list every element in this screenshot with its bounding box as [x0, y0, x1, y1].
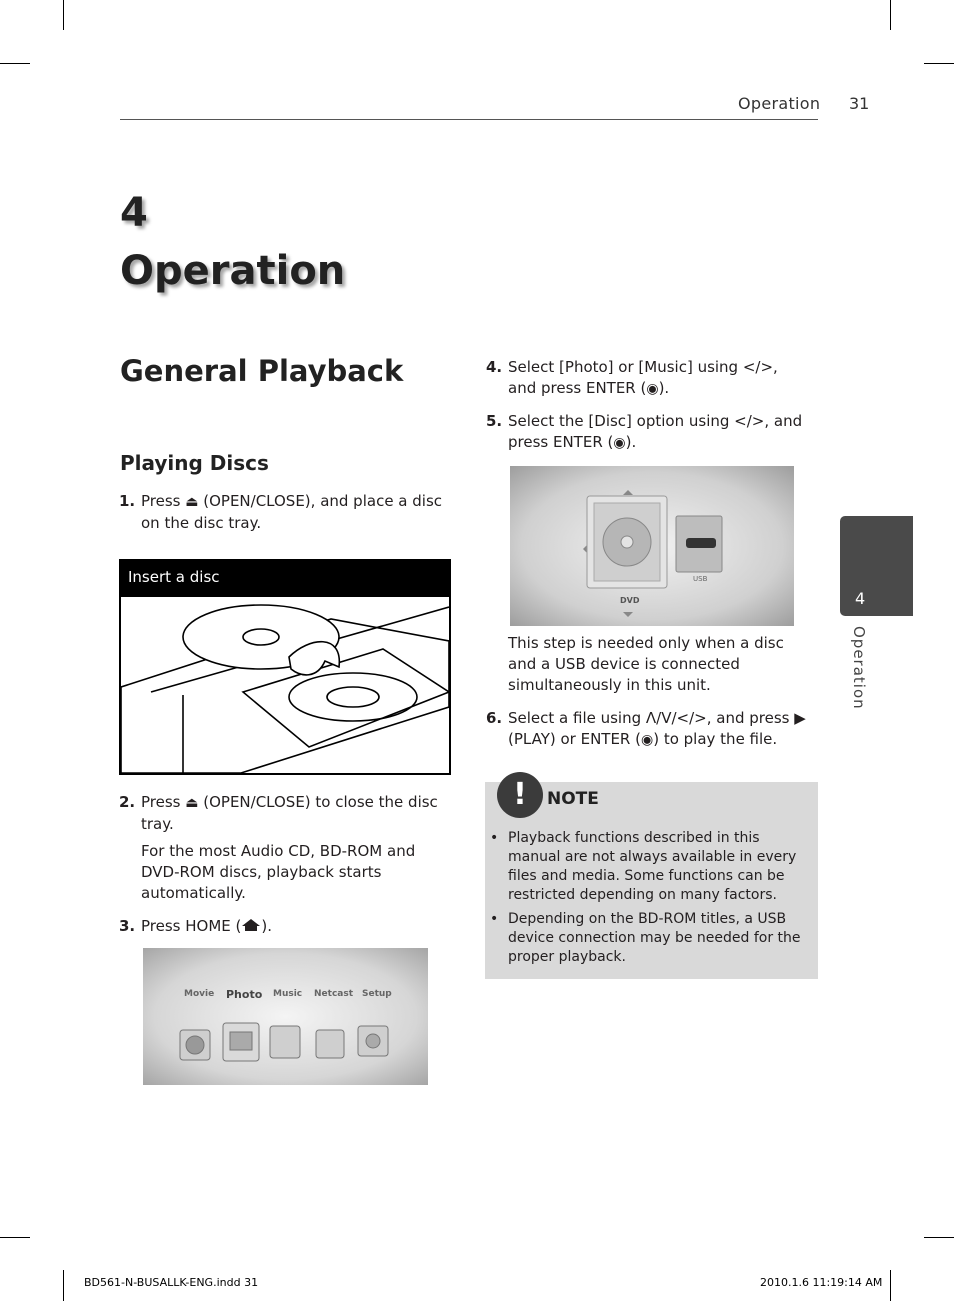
- home-menu-icons: [143, 948, 428, 1085]
- header-rule: [120, 119, 818, 120]
- insert-disc-illustration: [119, 559, 451, 775]
- note-bullet: • Playback functions described in this manual are not always available in every files and media. Some functions can be restricted depending on many factors.: [490, 830, 797, 903]
- bullet-icon: •: [490, 911, 499, 927]
- bullet-icon: •: [490, 830, 499, 846]
- step-2: 2. Press ⏏ (OPEN/CLOSE) to close the disc tray.: [119, 793, 438, 833]
- figure-caption: Insert a disc: [121, 561, 449, 597]
- step-5: 5. Select the [Disc] option using </>, and press ENTER (◉).: [486, 412, 803, 451]
- step-3: 3. Press HOME ( ).: [119, 917, 272, 935]
- menu-label-selected: Photo: [226, 988, 263, 1001]
- page-number: 31: [849, 94, 870, 113]
- disc-option-screenshot: [510, 466, 794, 626]
- crop-mark: [63, 1270, 64, 1301]
- home-menu-screenshot: [143, 948, 428, 1085]
- chapter-title: Operation: [120, 248, 346, 294]
- section-title: General Playback: [120, 354, 404, 388]
- step-number: 4.: [486, 358, 503, 376]
- disc-menu-label: DVD: [620, 596, 640, 605]
- running-header-section: Operation: [738, 94, 821, 113]
- step-6: 6. Select a file using Λ/V/</>, and press ▶ (PLAY) or ENTER (◉) to play the file.: [486, 709, 806, 748]
- menu-label: Netcast: [314, 989, 354, 999]
- side-tab-number: 4: [855, 589, 866, 608]
- crop-mark: [924, 1237, 954, 1238]
- crop-mark: [890, 0, 891, 30]
- disc-menu-label: USB: [693, 575, 708, 583]
- step-4: 4. Select [Photo] or [Music] using </>, and press ENTER (◉).: [486, 358, 778, 397]
- crop-mark: [890, 1270, 891, 1301]
- side-tab-label: Operation: [850, 626, 868, 710]
- footer-file-name: BD561-N-BUSALLK-ENG.indd 31: [84, 1276, 259, 1289]
- disc-tray-drawing: [121, 597, 449, 773]
- step-number: 1.: [119, 492, 136, 510]
- note-title: NOTE: [547, 789, 599, 809]
- menu-label: Movie: [184, 989, 215, 999]
- chapter-number: 4: [120, 190, 148, 236]
- menu-label: Setup: [362, 989, 392, 999]
- step-number: 2.: [119, 793, 136, 811]
- crop-mark: [63, 0, 64, 30]
- step-1: 1. Press ⏏ (OPEN/CLOSE), and place a disc on the disc tray.: [119, 492, 443, 532]
- footer-timestamp: 2010.1.6 11:19:14 AM: [760, 1276, 883, 1289]
- crop-mark: [0, 63, 30, 64]
- enter-icon: ◉: [640, 732, 654, 748]
- step-number: 6.: [486, 709, 503, 727]
- enter-icon: ◉: [646, 381, 659, 397]
- step-2-note: For the most Audio CD, BD-ROM and DVD-ROM discs, playback starts automatically.: [141, 842, 416, 902]
- menu-label: Music: [273, 989, 303, 999]
- step-5-note: This step is needed only when a disc and a USB device is connected simultaneously in this unit.: [508, 634, 784, 694]
- chapter-side-tab: [840, 516, 913, 616]
- subsection-title: Playing Discs: [120, 451, 269, 475]
- enter-icon: ◉: [613, 435, 626, 451]
- eject-icon: ⏏: [185, 494, 199, 510]
- step-number: 5.: [486, 412, 503, 430]
- step-number: 3.: [119, 917, 136, 935]
- exclamation-icon: !: [497, 772, 543, 818]
- disc-menu-drawing: [510, 466, 794, 626]
- eject-icon: ⏏: [185, 795, 199, 811]
- note-bullet: • Depending on the BD-ROM titles, a USB device connection may be needed for the proper playback.: [490, 911, 801, 965]
- crop-mark: [0, 1237, 30, 1238]
- crop-mark: [924, 63, 954, 64]
- home-icon: [241, 918, 261, 932]
